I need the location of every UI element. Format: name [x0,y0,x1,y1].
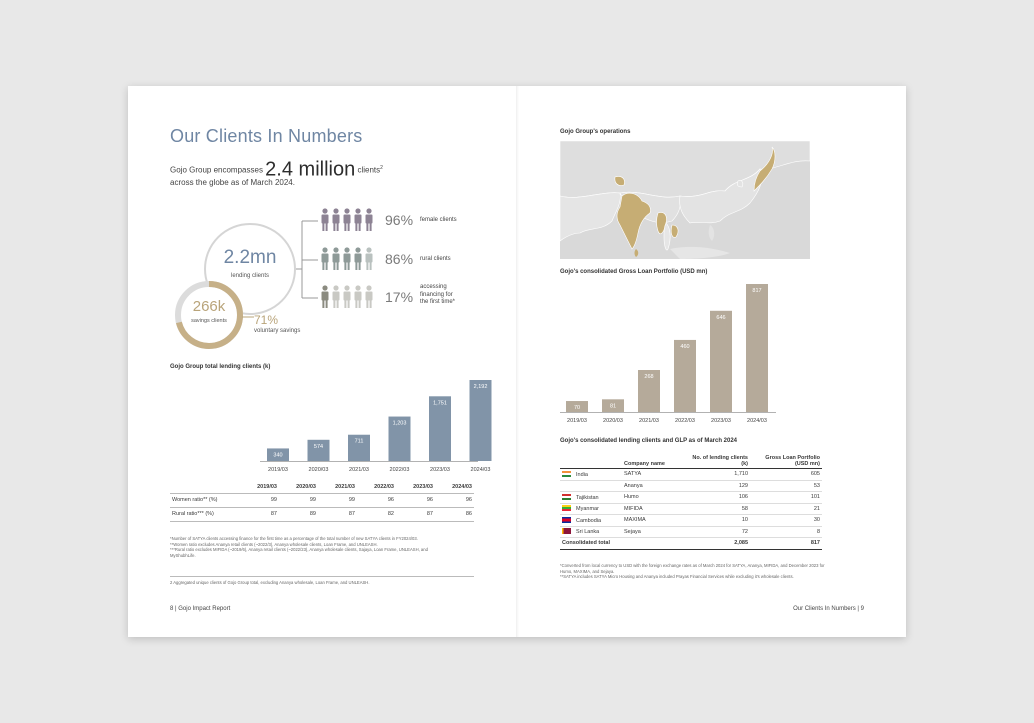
savings-clients-label: savings clients [191,318,227,324]
stat-row-female [320,208,376,237]
year-header: 2022/03 [357,482,396,493]
savings-clients-circle [174,280,244,350]
glp-value: 8 [750,526,822,538]
person-icon [322,208,329,231]
footnote: ***Rural ratio excludes MIFIDA (~2019/6), Ananya retail clients (~2022/23), Ananya wholesale clients, Sajaya, Loan Frame, UNLEASH, and [170,547,428,553]
table-row [560,515,822,527]
intro-big-number: 2.4 million [265,158,356,181]
ratio-table [170,482,474,522]
report-spread [128,86,906,637]
table-cell: 96 [357,493,396,507]
company-name: MIFIDA [622,503,686,515]
myanmar-flag-icon [562,505,571,511]
category-label: 2023/03 [430,467,450,473]
company-name: SATYA [622,469,686,481]
map-title: Gojo Group's operations [560,129,631,135]
clients-glp-table [560,454,822,550]
voluntary-savings-pct: 71% [254,313,279,327]
category-label: 2024/03 [747,418,767,424]
person-icon [322,285,329,308]
lending-clients-label: lending clients [230,273,270,279]
page-title: Our Clients In Numbers [170,126,363,146]
first-time-label-line: the first time* [420,299,456,305]
company-name: Sejaya [622,526,686,538]
lending-chart-title: Gojo Group total lending clients (k) [170,364,271,370]
table-row [560,526,822,538]
lending-clients-number: 2.2mn [223,247,277,268]
country-name: Myanmar [576,506,599,513]
table-cell: 99 [279,493,318,507]
right-footnotes [560,563,830,580]
first-time-label [420,284,455,307]
country-name [560,480,622,492]
table-cell: 96 [435,493,474,507]
rural-label: rural clients [420,256,451,262]
bar [470,380,492,461]
bar [746,284,768,412]
clients-table-header [560,454,822,469]
glp-value: 53 [750,480,822,492]
first-time-people-icon [320,285,376,309]
category-label: 2021/03 [349,467,369,473]
person-icon [355,285,362,308]
first-time-label-line: accessing [420,284,447,290]
person-icon [366,247,373,270]
row-label: Women ratio** (%) [170,493,240,507]
intro-line2: across the globe as of March 2024. [170,177,295,187]
bar-value-label: 711 [354,438,364,445]
glp-header: Gross Loan Portfolio (USD mn) [750,454,822,469]
person-icon [333,208,340,231]
lending-clients: 106 [686,492,750,504]
footnote: **Women ratio excludes Ananya retail clients (~2022/3), Ananya wholesale clients, Loan Frame, and UNLEASH. [170,541,378,547]
person-icon [355,208,362,231]
table-cell: 86 [435,507,474,521]
table-row [560,480,822,492]
category-label: 2022/03 [675,418,695,424]
bar-value-label: 268 [644,374,654,381]
tajikistan-flag-icon [562,494,571,500]
table-row [170,493,474,507]
person-icon [366,285,373,308]
asia-map-image [560,141,810,259]
total-glp: 817 [750,538,822,550]
category-label: 2019/03 [268,467,288,473]
intro-sup: 2 [380,165,383,171]
category-label: 2019/03 [567,418,587,424]
india-flag-icon [562,471,571,477]
bar-value-label: 2,192 [473,384,488,390]
bar-value-label: 460 [680,343,690,350]
intro-prefix: Gojo Group encompasses [170,165,263,175]
voluntary-savings-label: voluntary savings [254,328,301,334]
footnote: *Number of SATYA clients accessing finance for the first time as a percentage of the total number of new SATYA clients in FY2024/03. [170,536,418,541]
bar-value-label: 1,203 [392,420,407,427]
bar-value-label: 1,751 [433,400,447,407]
table-cell: 89 [279,507,318,521]
company-name-header: Company name [622,454,686,469]
person-icon [344,208,351,231]
year-header: 2020/03 [279,482,318,493]
bar [674,340,696,412]
bar [710,311,732,412]
year-header: 2019/03 [240,482,279,493]
rural-people-icon [320,247,376,271]
person-icon [355,247,362,270]
footnote: MyShubhLife. [170,552,196,558]
category-label: 2023/03 [711,418,731,424]
bar-value-label: 574 [313,443,324,450]
category-label: 2021/03 [639,418,659,424]
lending-clients: 10 [686,515,750,527]
bar-value-label: 81 [609,403,617,410]
table-cell: 87 [318,507,357,521]
person-icon [344,285,351,308]
cambodia-flag-icon [562,517,571,523]
person-icon [366,208,373,231]
glp-value: 605 [750,469,822,481]
female-pct: 96% [385,212,414,228]
table-cell: 87 [240,507,279,521]
operations-map [560,141,810,259]
ratio-table-header [170,482,474,493]
rural-pct: 86% [385,251,414,267]
total-clients: 2,085 [686,538,750,550]
category-label: 2020/03 [308,467,329,473]
table-row [170,507,474,521]
page-gutter [516,86,519,637]
savings-ring [174,280,244,350]
footnote: *Converted from local currency to USD with the foreign exchange rates as of March 2024 for SATYA, Ananya, MIFIDA, and December 2023 for [560,563,825,568]
bar-value-label: 70 [573,405,581,412]
lending-clients: 1,710 [686,469,750,481]
company-name: Ananya [622,480,686,492]
table-cell: 99 [318,493,357,507]
glp-chart-title: Gojo's consolidated Gross Loan Portfolio (USD mn) [560,269,708,275]
country-name: Cambodia [576,517,602,524]
bar-value-label: 817 [752,288,762,294]
table-row [560,503,822,515]
left-footnotes [170,536,474,558]
country-name: Sri Lanka [576,529,600,536]
left-page-label: 8 | Gojo Impact Report [170,606,231,612]
table-cell: 82 [357,507,396,521]
footnote: **SATYA includes SATYA Micro Housing and Ananya included Prayas Financial Services while excluding it's wholesale clients. [560,574,794,580]
female-people-icon [320,208,376,232]
person-icon [333,247,340,270]
lending-clients-header: No. of lending clients (k) [686,454,750,469]
first-time-pct: 17% [385,289,414,305]
glp-chart [560,276,776,430]
lending-clients: 58 [686,503,750,515]
table-cell: 99 [240,493,279,507]
table-cell: 96 [396,493,435,507]
glp-value: 101 [750,492,822,504]
person-icon [322,247,329,270]
company-name: MAXIMA [622,515,686,527]
lending-clients: 129 [686,480,750,492]
country-name: India [576,471,588,478]
row-label: Rural ratio*** (%) [170,507,240,521]
bar-value-label: 340 [273,452,283,459]
person-icon [333,285,340,308]
glp-value: 30 [750,515,822,527]
total-label: Consolidated total [560,538,686,550]
year-header: 2024/03 [435,482,474,493]
first-time-label-line: financing for [420,291,453,298]
female-label: female clients [420,217,457,223]
year-header: 2023/03 [396,482,435,493]
year-header: 2021/03 [318,482,357,493]
footnote-2: 2 Aggregated unique clients of Gojo Group total, excluding Ananya wholesale, Loan Frame, and UNLEASH. [170,576,474,585]
stat-row-rural [320,247,376,276]
intro-suffix: clients [357,165,381,175]
savings-clients-number: 266k [192,298,226,315]
category-label: 2020/03 [603,418,623,424]
glp-value: 21 [750,503,822,515]
bar-value-label: 646 [716,314,726,321]
clients-table-title: Gojo's consolidated lending clients and GLP as of March 2024 [560,438,738,444]
lending-clients-chart [240,368,491,476]
total-row [560,538,822,550]
intro-text [170,158,390,189]
person-icon [344,247,351,270]
category-label: 2022/03 [389,467,410,473]
table-row [560,469,822,481]
table-cell: 87 [396,507,435,521]
lending-clients: 72 [686,526,750,538]
company-name: Humo [622,492,686,504]
category-label: 2024/03 [470,467,491,473]
country-name: Tajikistan [576,494,599,501]
stat-row-first-time [320,285,376,314]
table-row [560,492,822,504]
sri-lanka-flag-icon [562,528,571,534]
footnote: Humo, MAXIMA, and Sejaya. [560,568,615,574]
right-page-label: Our Clients In Numbers | 9 [793,606,864,612]
